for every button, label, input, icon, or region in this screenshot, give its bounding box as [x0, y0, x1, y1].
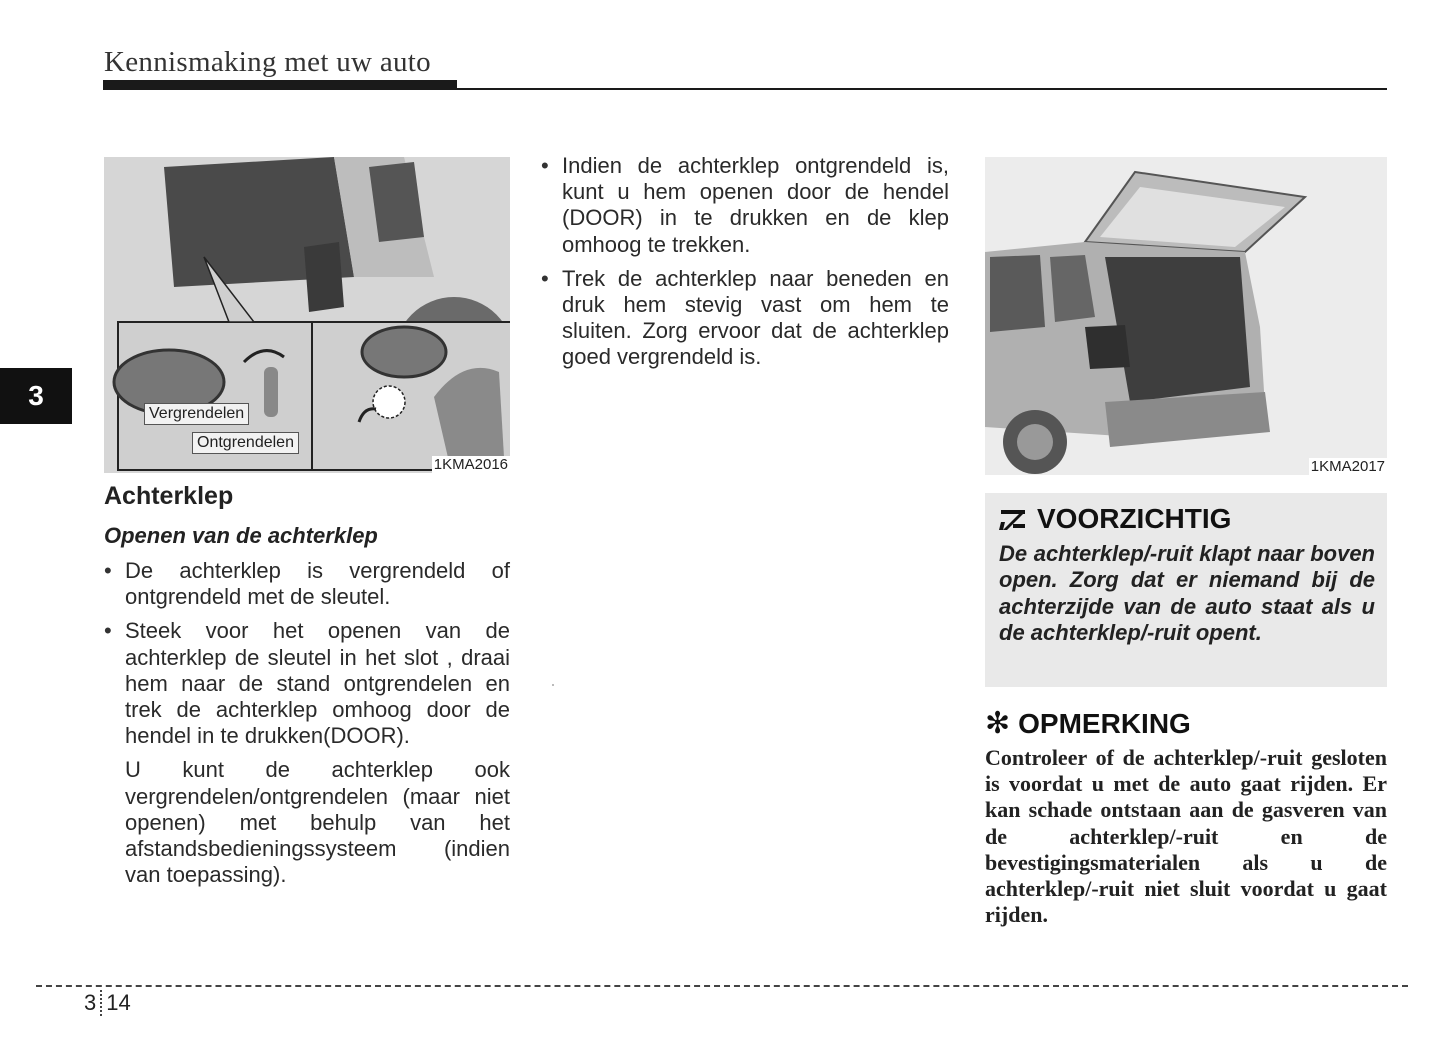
note-header [985, 706, 1191, 741]
list-item: • Trek de achterklep naar beneden en druk hem stevig vast om hem te sluiten. Zorg ervoor dat de achterklep goed vergrendeld is. [541, 266, 949, 371]
tailgate-open-illustration [985, 157, 1387, 475]
section-title: Achterklep [104, 482, 234, 510]
chapter-tab: 3 [0, 368, 72, 424]
callout-unlock: Ontgrendelen [192, 432, 299, 454]
caution-header [999, 503, 1231, 535]
tailgate-lock-illustration [104, 157, 510, 473]
figure-code: 1KMA2017 [1310, 458, 1385, 475]
asterisk-icon: ✻ [985, 707, 1011, 740]
list-item: • Steek voor het openen van de achterklep de sleutel in het slot , draai hem naar de stand ontgrendelen en trek de achterklep omhoog door de hendel in te drukken(DOOR). [104, 618, 510, 749]
note-text: Controleer of de achterklep/-ruit gesloten is voordat u met de auto gaat rijden. Er kan schade ontstaan aan de gasveren van de achterklep/-ruit en de bevestigingsmaterialen als u de achterklep/-ruit niet sluit voordat u gaat rijden. [985, 745, 1387, 928]
note-title: OPMERKING [1018, 707, 1191, 739]
page-index: 14 [106, 990, 131, 1015]
header-rule-thin [457, 88, 1387, 90]
left-column [104, 558, 510, 888]
list-item: • De achterklep is vergrendeld of ontgrendeld met de sleutel. [104, 558, 510, 610]
paragraph: U kunt de achterklep ook vergrendelen/ontgrendelen (maar niet openen) met behulp van het afstandsbedieningssysteem (indien van toepassing). [125, 757, 510, 888]
page-number [84, 990, 131, 1016]
page-separator [100, 990, 102, 1016]
caution-text: De achterklep/-ruit klapt naar boven open. Zorg dat er niemand bij de achterzijde van de auto staat als u de achterklep/-ruit opent. [999, 541, 1375, 645]
section-subtitle: Openen van de achterklep [104, 523, 378, 548]
footer-rule [36, 985, 1408, 987]
list-item: • Indien de achterklep ontgrendeld is, kunt u hem openen door de hendel (DOOR) in te drukken en de klep omhoog te trekken. [541, 153, 949, 258]
scan-dot [552, 684, 554, 686]
caution-title: VOORZICHTIG [1037, 503, 1232, 534]
caution-box [985, 493, 1387, 687]
figure-tailgate-lock [104, 157, 510, 473]
page-header-title: Kennismaking met uw auto [104, 46, 431, 78]
page-chapter: 3 [84, 990, 97, 1015]
middle-column [541, 153, 949, 379]
caution-icon [999, 506, 1029, 532]
header-rule-thick [103, 80, 457, 90]
callout-lock: Vergrendelen [144, 403, 249, 425]
figure-tailgate-open [985, 157, 1387, 475]
figure-code: 1KMA2016 [433, 456, 508, 473]
